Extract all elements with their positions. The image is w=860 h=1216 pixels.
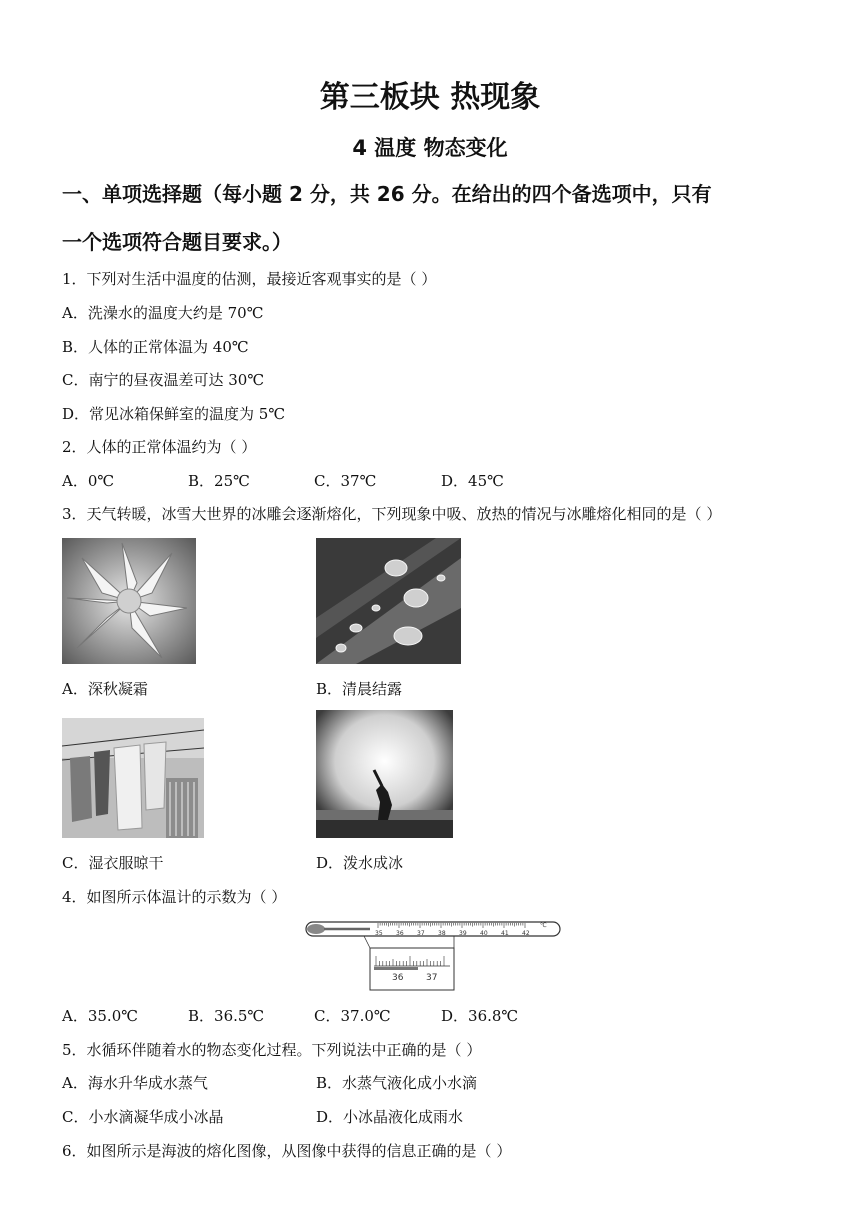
q5-option-b: B．水蒸气液化成小水滴 bbox=[316, 1074, 478, 1092]
q6-stem: 6．如图所示是海波的熔化图像，从图像中获得的信息正确的是（ ） bbox=[62, 1142, 512, 1160]
q2-option-b: B．25℃ bbox=[188, 472, 250, 490]
q1-stem: 1．下列对生活中温度的估测，最接近客观事实的是（ ） bbox=[62, 270, 437, 288]
thermometer-scale-label: 35 bbox=[375, 930, 383, 937]
thermometer-scale-label: 38 bbox=[438, 930, 446, 937]
thermometer-scale-label: 36 bbox=[396, 930, 404, 937]
zoom-label-37: 37 bbox=[426, 973, 438, 983]
thermometer-scale-label: 42 bbox=[522, 930, 530, 937]
thermometer-scale-label: 41 bbox=[501, 930, 509, 937]
q4-option-d: D．36.8℃ bbox=[441, 1007, 519, 1025]
q2-option-c: C．37℃ bbox=[314, 472, 377, 490]
thermometer-scale-label: 37 bbox=[417, 930, 425, 937]
q2-option-d: D．45℃ bbox=[441, 472, 504, 490]
q3-option-d: D．泼水成冰 bbox=[316, 854, 404, 872]
zoom-label-36: 36 bbox=[392, 973, 404, 983]
thermometer-figure bbox=[304, 914, 564, 994]
frost-leaves-photo bbox=[62, 538, 196, 664]
q5-option-d: D．小冰晶液化成雨水 bbox=[316, 1108, 464, 1126]
q4-option-b: B．36.5℃ bbox=[188, 1007, 265, 1025]
q4-option-c: C．37.0℃ bbox=[314, 1007, 391, 1025]
q1-option-d: D．常见冰箱保鲜室的温度为 5℃ bbox=[62, 405, 286, 423]
q3-option-a: A．深秋凝霜 bbox=[62, 680, 148, 698]
q1-option-c: C．南宁的昼夜温差可达 30℃ bbox=[62, 371, 265, 389]
q3-option-b: B．清晨结露 bbox=[316, 680, 403, 698]
q5-option-c: C．小水滴凝华成小冰晶 bbox=[62, 1108, 224, 1126]
chapter-subtitle: 4 温度 物态变化 bbox=[352, 136, 508, 160]
q2-option-a: A．0℃ bbox=[62, 472, 115, 490]
thermometer-scale-label: 40 bbox=[480, 930, 488, 937]
dew-drops-photo bbox=[316, 538, 461, 664]
q5-option-a: A．海水升华成水蒸气 bbox=[62, 1074, 208, 1092]
thermometer-scale-label: 39 bbox=[459, 930, 467, 937]
q5-stem: 5．水循环伴随着水的物态变化过程。下列说法中正确的是（ ） bbox=[62, 1041, 482, 1059]
q1-option-b: B．人体的正常体温为 40℃ bbox=[62, 338, 249, 356]
drying-clothes-photo bbox=[62, 718, 204, 838]
thermometer-unit-label: ℃ bbox=[540, 922, 547, 929]
page-title: 第三板块 热现象 bbox=[319, 80, 541, 115]
q3-option-c: C．湿衣服晾干 bbox=[62, 854, 164, 872]
section-heading-line2: 一个选项符合题目要求。） bbox=[62, 230, 292, 254]
section-heading-line1: 一、单项选择题（每小题 2 分，共 26 分。在给出的四个备选项中，只有 bbox=[62, 182, 712, 206]
water-to-ice-photo bbox=[316, 710, 453, 838]
q2-stem: 2．人体的正常体温约为（ ） bbox=[62, 438, 257, 456]
q1-option-a: A．洗澡水的温度大约是 70℃ bbox=[62, 304, 264, 322]
q4-stem: 4．如图所示体温计的示数为（ ） bbox=[62, 888, 287, 906]
q4-option-a: A．35.0℃ bbox=[62, 1007, 139, 1025]
q3-stem: 3．天气转暖，冰雪大世界的冰雕会逐渐熔化，下列现象中吸、放热的情况与冰雕熔化相同的是（ ） bbox=[62, 505, 722, 523]
